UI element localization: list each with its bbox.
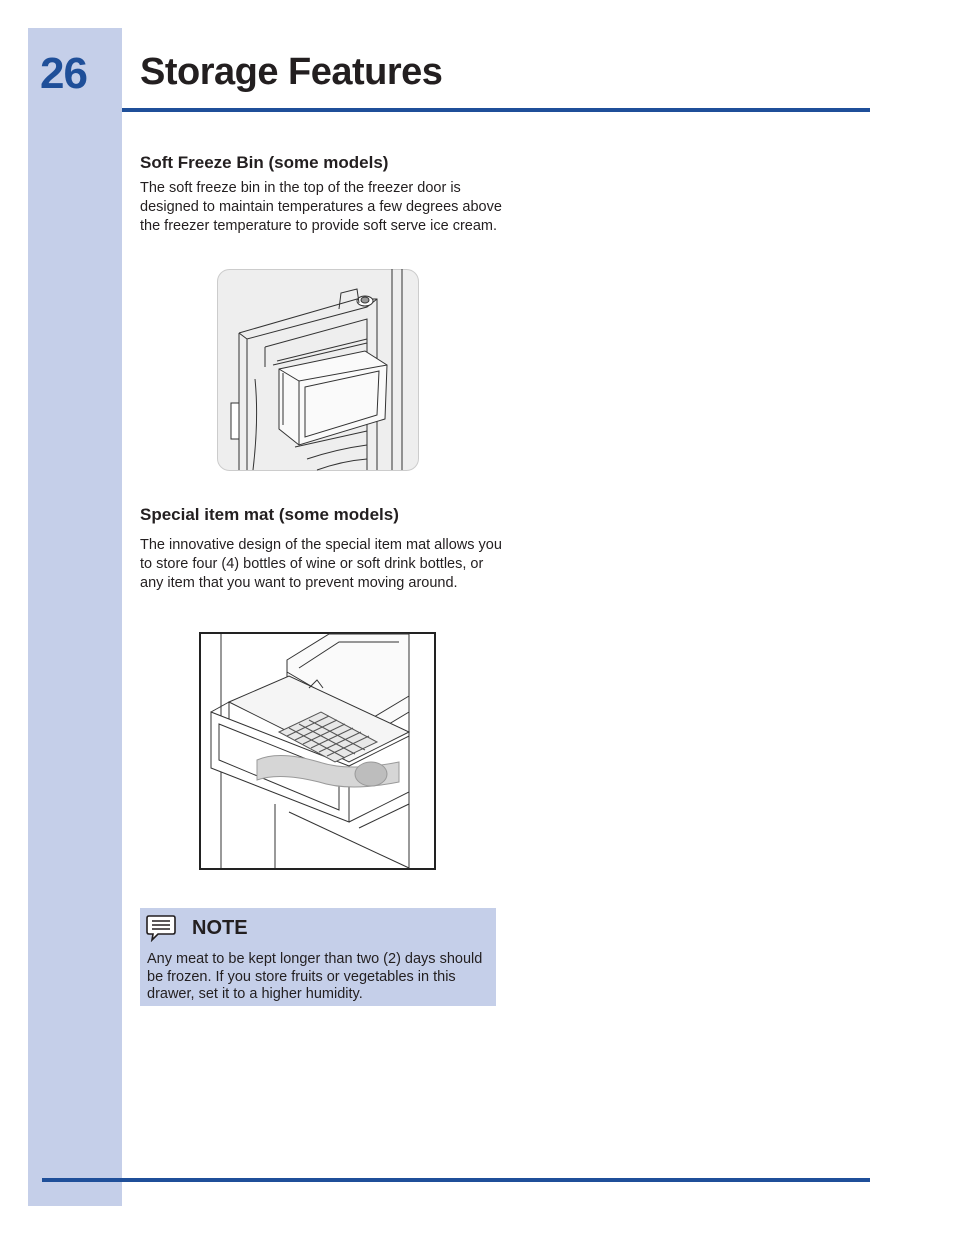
note-title: NOTE [192, 917, 248, 939]
footer-rule [42, 1178, 870, 1182]
note-box [140, 908, 496, 1006]
soft-freeze-bin-illustration [217, 269, 419, 471]
section-body-soft-freeze-bin: The soft freeze bin in the top of the freezer door is designed to maintain temperatures a few degrees above the freezer temperature to provide soft serve ice cream. [140, 180, 502, 234]
page-number: 26 [40, 49, 87, 98]
header-rule [122, 108, 870, 112]
special-item-mat-illustration [199, 632, 436, 870]
note-icon [146, 914, 176, 942]
section-heading-soft-freeze-bin: Soft Freeze Bin (some models) [140, 153, 389, 172]
page-title: Storage Features [140, 51, 443, 93]
section-heading-special-item-mat: Special item mat (some models) [140, 505, 399, 524]
side-band [28, 28, 122, 1206]
section-body-special-item-mat: The innovative design of the special item mat allows you to store four (4) bottles of wine or soft drink bottles, or any item that you want to prevent moving around. [140, 537, 502, 591]
note-text: Any meat to be kept longer than two (2) days should be frozen. If you store fruits or vegetables in this drawer, set it to a higher humidity. [147, 951, 483, 1002]
